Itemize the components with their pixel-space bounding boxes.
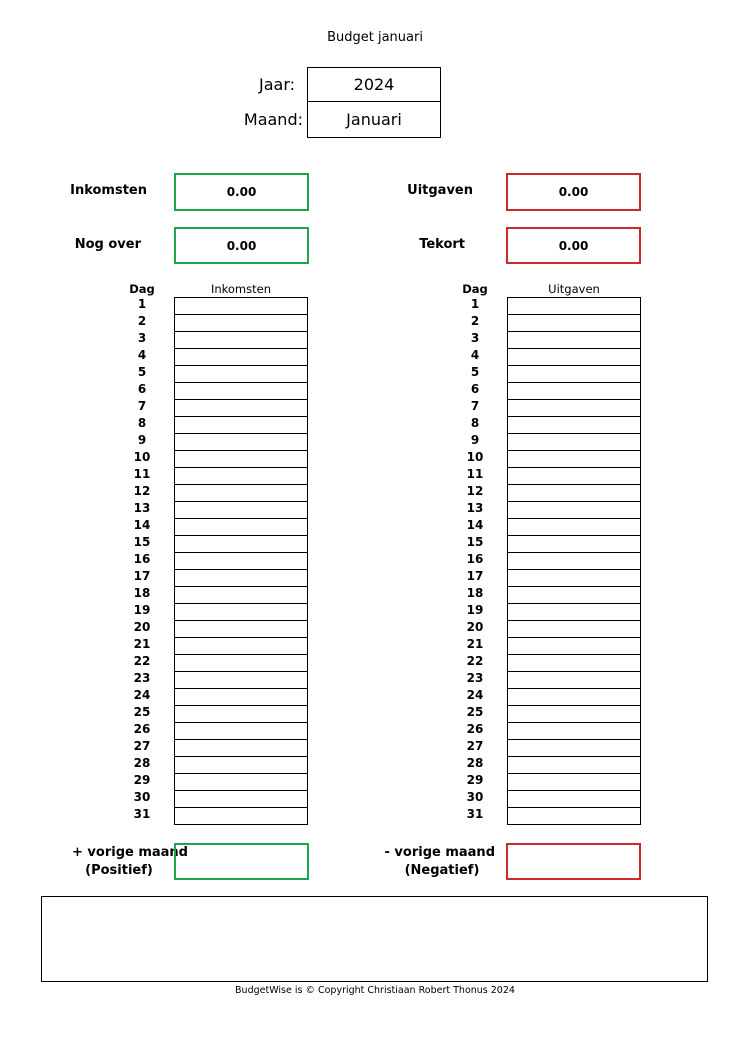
copyright-footer: BudgetWise is © Copyright Christiaan Robert Thonus 2024 bbox=[235, 985, 515, 996]
deficit-field: 0.00 bbox=[506, 227, 641, 264]
expense-day-number: 19 bbox=[466, 603, 484, 617]
expense-day-header: Dag bbox=[462, 282, 488, 296]
income-total-label: Inkomsten bbox=[70, 183, 147, 198]
income-entry-cell[interactable] bbox=[174, 297, 308, 315]
year-field[interactable]: 2024 bbox=[307, 67, 441, 102]
expense-day-number: 23 bbox=[466, 671, 484, 685]
expenses-total-label: Uitgaven bbox=[407, 183, 473, 198]
income-day-number: 6 bbox=[137, 382, 147, 396]
income-day-number: 11 bbox=[133, 467, 151, 481]
expense-day-number: 27 bbox=[466, 739, 484, 753]
deficit-label: Tekort bbox=[419, 237, 465, 252]
income-entry-cell[interactable] bbox=[174, 501, 308, 519]
expense-day-number: 1 bbox=[470, 297, 480, 311]
income-day-number: 14 bbox=[133, 518, 151, 532]
expense-day-number: 3 bbox=[470, 331, 480, 345]
income-entry-cell[interactable] bbox=[174, 399, 308, 417]
expense-day-number: 31 bbox=[466, 807, 484, 821]
expense-entry-cell[interactable] bbox=[507, 314, 641, 332]
income-day-number: 27 bbox=[133, 739, 151, 753]
expense-entry-cell[interactable] bbox=[507, 620, 641, 638]
expense-entry-cell[interactable] bbox=[507, 705, 641, 723]
income-day-number: 23 bbox=[133, 671, 151, 685]
income-entry-cell[interactable] bbox=[174, 450, 308, 468]
income-day-number: 8 bbox=[137, 416, 147, 430]
expense-day-number: 8 bbox=[470, 416, 480, 430]
income-entry-cell[interactable] bbox=[174, 671, 308, 689]
expense-entry-cell[interactable] bbox=[507, 739, 641, 757]
expense-day-number: 29 bbox=[466, 773, 484, 787]
expense-entry-cell[interactable] bbox=[507, 484, 641, 502]
expense-day-number: 14 bbox=[466, 518, 484, 532]
month-field[interactable]: Januari bbox=[307, 101, 441, 138]
income-day-number: 18 bbox=[133, 586, 151, 600]
expense-entry-cell[interactable] bbox=[507, 773, 641, 791]
income-day-number: 10 bbox=[133, 450, 151, 464]
income-entry-cell[interactable] bbox=[174, 790, 308, 808]
expense-day-number: 16 bbox=[466, 552, 484, 566]
income-entry-cell[interactable] bbox=[174, 552, 308, 570]
income-day-number: 16 bbox=[133, 552, 151, 566]
expense-entry-cell[interactable] bbox=[507, 467, 641, 485]
income-day-number: 22 bbox=[133, 654, 151, 668]
expense-day-number: 13 bbox=[466, 501, 484, 515]
remaining-label: Nog over bbox=[74, 237, 141, 252]
expense-day-number: 12 bbox=[466, 484, 484, 498]
income-day-number: 1 bbox=[137, 297, 147, 311]
income-entry-cell[interactable] bbox=[174, 484, 308, 502]
income-day-number: 19 bbox=[133, 603, 151, 617]
income-entry-cell[interactable] bbox=[174, 348, 308, 366]
income-total-field: 0.00 bbox=[174, 173, 309, 211]
expense-day-number: 17 bbox=[466, 569, 484, 583]
previous-month-negative-label bbox=[365, 844, 495, 880]
expense-entry-cell[interactable] bbox=[507, 382, 641, 400]
expense-entry-cell[interactable] bbox=[507, 433, 641, 451]
expense-day-number: 18 bbox=[466, 586, 484, 600]
expense-day-number: 4 bbox=[470, 348, 480, 362]
expense-day-number: 25 bbox=[466, 705, 484, 719]
expense-entry-cell[interactable] bbox=[507, 603, 641, 621]
expense-entry-cell[interactable] bbox=[507, 365, 641, 383]
month-label: Maand: bbox=[243, 110, 303, 129]
income-entry-cell[interactable] bbox=[174, 433, 308, 451]
income-entry-cell[interactable] bbox=[174, 382, 308, 400]
income-entries bbox=[174, 297, 308, 825]
expense-entry-cell[interactable] bbox=[507, 297, 641, 315]
income-entry-cell[interactable] bbox=[174, 739, 308, 757]
year-label: Jaar: bbox=[258, 75, 295, 94]
expense-entry-cell[interactable] bbox=[507, 654, 641, 672]
expense-entry-cell[interactable] bbox=[507, 756, 641, 774]
income-column-header: Inkomsten bbox=[210, 282, 272, 296]
income-day-number: 31 bbox=[133, 807, 151, 821]
notes-box[interactable] bbox=[41, 896, 708, 982]
expense-entry-cell[interactable] bbox=[507, 790, 641, 808]
income-entry-cell[interactable] bbox=[174, 535, 308, 553]
income-entry-cell[interactable] bbox=[174, 773, 308, 791]
income-day-number: 5 bbox=[137, 365, 147, 379]
previous-month-positive-label bbox=[30, 844, 188, 880]
income-entry-cell[interactable] bbox=[174, 586, 308, 604]
expense-entry-cell[interactable] bbox=[507, 637, 641, 655]
previous-month-positive-field[interactable] bbox=[174, 843, 309, 880]
income-day-number: 2 bbox=[137, 314, 147, 328]
income-entry-cell[interactable] bbox=[174, 416, 308, 434]
expense-entry-cell[interactable] bbox=[507, 807, 641, 825]
expenses-total-field: 0.00 bbox=[506, 173, 641, 211]
income-entry-cell[interactable] bbox=[174, 620, 308, 638]
expense-entry-cell[interactable] bbox=[507, 722, 641, 740]
expense-entries bbox=[507, 297, 641, 825]
expense-day-number: 28 bbox=[466, 756, 484, 770]
income-entry-cell[interactable] bbox=[174, 467, 308, 485]
income-entry-cell[interactable] bbox=[174, 756, 308, 774]
income-day-number: 7 bbox=[137, 399, 147, 413]
expense-entry-cell[interactable] bbox=[507, 569, 641, 587]
remaining-field: 0.00 bbox=[174, 227, 309, 264]
income-day-number: 26 bbox=[133, 722, 151, 736]
expense-entry-cell[interactable] bbox=[507, 688, 641, 706]
expense-day-number: 15 bbox=[466, 535, 484, 549]
expense-day-number: 26 bbox=[466, 722, 484, 736]
income-entry-cell[interactable] bbox=[174, 654, 308, 672]
expense-day-number: 5 bbox=[470, 365, 480, 379]
income-day-number: 24 bbox=[133, 688, 151, 702]
expense-entry-cell[interactable] bbox=[507, 416, 641, 434]
expense-day-number: 2 bbox=[470, 314, 480, 328]
income-entry-cell[interactable] bbox=[174, 518, 308, 536]
income-day-number: 28 bbox=[133, 756, 151, 770]
income-entry-cell[interactable] bbox=[174, 637, 308, 655]
expense-day-list bbox=[455, 296, 495, 823]
expense-column-header: Uitgaven bbox=[548, 282, 600, 296]
expense-day-number: 9 bbox=[470, 433, 480, 447]
previous-month-positive-line1: + vorige maand bbox=[72, 845, 188, 860]
income-day-header: Dag bbox=[129, 282, 155, 296]
income-day-number: 4 bbox=[137, 348, 147, 362]
income-day-number: 25 bbox=[133, 705, 151, 719]
income-entry-cell[interactable] bbox=[174, 365, 308, 383]
expense-entry-cell[interactable] bbox=[507, 348, 641, 366]
income-day-number: 20 bbox=[133, 620, 151, 634]
expense-entry-cell[interactable] bbox=[507, 518, 641, 536]
income-day-number: 29 bbox=[133, 773, 151, 787]
previous-month-positive-line2: (Positief) bbox=[85, 863, 153, 878]
income-day-number: 21 bbox=[133, 637, 151, 651]
expense-day-number: 6 bbox=[470, 382, 480, 396]
income-day-number: 15 bbox=[133, 535, 151, 549]
expense-day-number: 30 bbox=[466, 790, 484, 804]
income-day-number: 13 bbox=[133, 501, 151, 515]
income-day-number: 12 bbox=[133, 484, 151, 498]
expense-day-number: 10 bbox=[466, 450, 484, 464]
income-entry-cell[interactable] bbox=[174, 807, 308, 825]
expense-entry-cell[interactable] bbox=[507, 501, 641, 519]
income-entry-cell[interactable] bbox=[174, 705, 308, 723]
income-day-list bbox=[122, 296, 162, 823]
expense-entry-cell[interactable] bbox=[507, 450, 641, 468]
expense-day-number: 22 bbox=[466, 654, 484, 668]
expense-day-number: 11 bbox=[466, 467, 484, 481]
expense-day-number: 20 bbox=[466, 620, 484, 634]
income-day-number: 3 bbox=[137, 331, 147, 345]
income-entry-cell[interactable] bbox=[174, 722, 308, 740]
expense-entry-cell[interactable] bbox=[507, 671, 641, 689]
page-title: Budget januari bbox=[327, 30, 423, 45]
previous-month-negative-line1: - vorige maand bbox=[384, 845, 495, 860]
expense-entry-cell[interactable] bbox=[507, 535, 641, 553]
expense-entry-cell[interactable] bbox=[507, 399, 641, 417]
expense-day-number: 7 bbox=[470, 399, 480, 413]
income-day-number: 17 bbox=[133, 569, 151, 583]
income-day-number: 9 bbox=[137, 433, 147, 447]
income-entry-cell[interactable] bbox=[174, 603, 308, 621]
expense-entry-cell[interactable] bbox=[507, 552, 641, 570]
income-entry-cell[interactable] bbox=[174, 688, 308, 706]
income-day-number: 30 bbox=[133, 790, 151, 804]
expense-entry-cell[interactable] bbox=[507, 331, 641, 349]
previous-month-negative-line2: (Negatief) bbox=[404, 863, 480, 878]
expense-entry-cell[interactable] bbox=[507, 586, 641, 604]
income-entry-cell[interactable] bbox=[174, 314, 308, 332]
expense-day-number: 21 bbox=[466, 637, 484, 651]
income-entry-cell[interactable] bbox=[174, 569, 308, 587]
income-entry-cell[interactable] bbox=[174, 331, 308, 349]
previous-month-negative-field[interactable] bbox=[506, 843, 641, 880]
expense-day-number: 24 bbox=[466, 688, 484, 702]
